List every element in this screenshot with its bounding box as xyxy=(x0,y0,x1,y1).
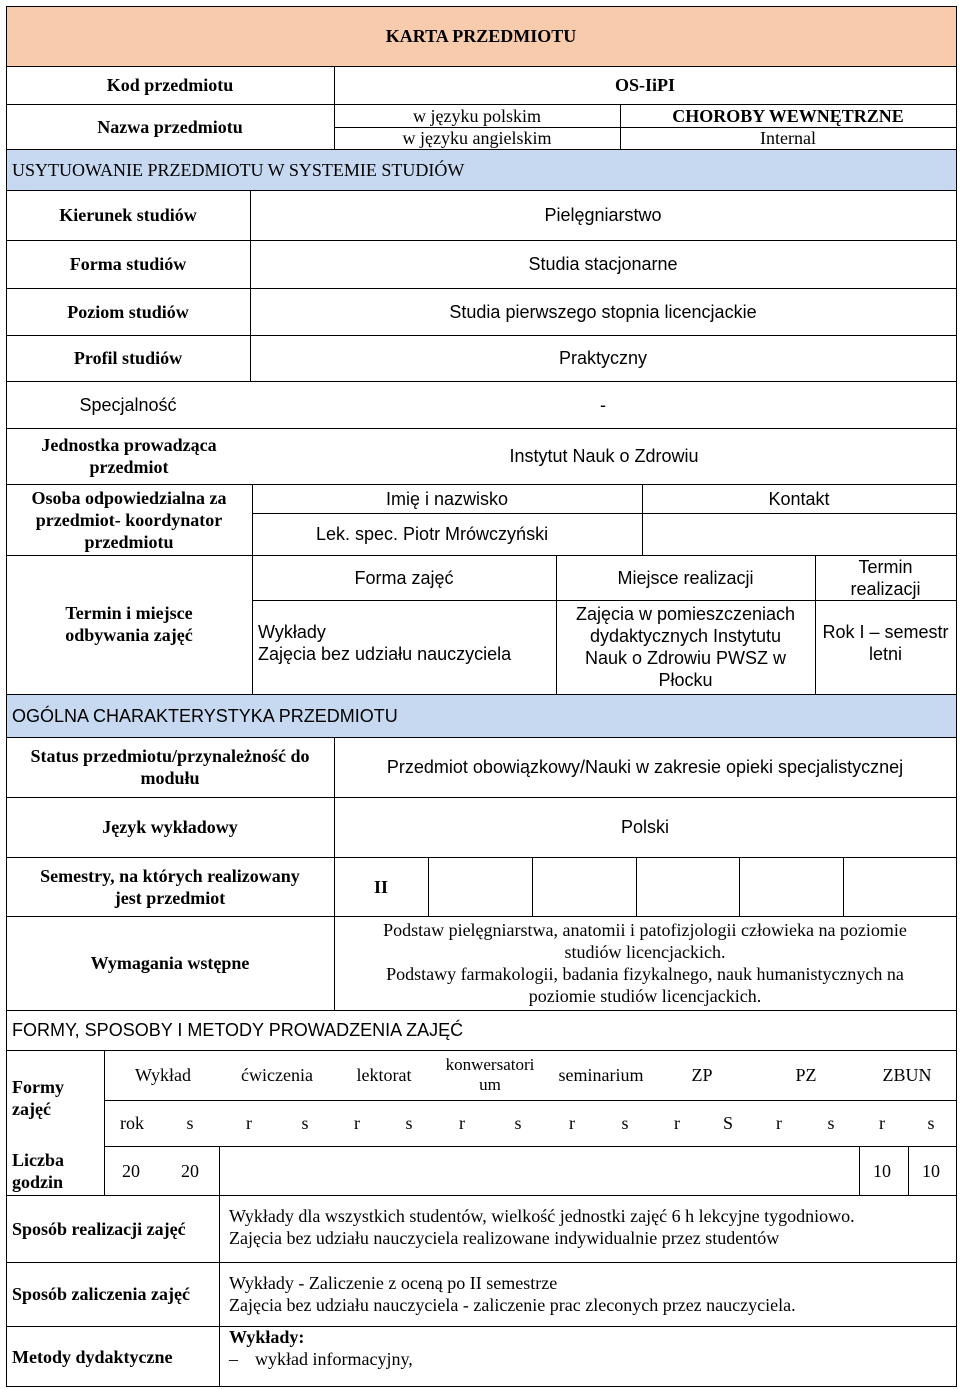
sr-cell: r xyxy=(879,1113,885,1133)
formy-label-line1: Formy xyxy=(12,1077,64,1097)
semestry-label xyxy=(6,857,334,916)
semestry-value: II xyxy=(373,876,388,897)
jednostka-label xyxy=(6,428,252,484)
specjalnosc-label: Specjalność xyxy=(79,394,177,415)
status-label-line1: Status przedmiotu/przynależność do xyxy=(30,746,310,766)
wymagania-line3: Podstawy farmakologii, badania fizykalnego, nauk humanistycznych na xyxy=(386,964,904,984)
section-formy: FORMY, SPOSOBY I METODY PROWADZENIA ZAJĘĆ xyxy=(12,1020,464,1040)
type-pz: PZ xyxy=(795,1065,817,1085)
kierunek-value: Pielęgniarstwo xyxy=(544,205,662,225)
coordinator-name: Lek. spec. Piotr Mrówczyński xyxy=(316,524,549,544)
metody-item xyxy=(229,1348,413,1370)
miejsce-line2: dydaktycznych Instytutu xyxy=(589,626,782,646)
liczba-label-line1: Liczba xyxy=(12,1149,64,1170)
metody-label: Metody dydaktyczne xyxy=(12,1347,173,1367)
jednostka-value: Instytut Nauk o Zdrowiu xyxy=(509,446,699,466)
liczba-label xyxy=(12,1146,104,1195)
sposob-realizacji-line2: Zajęcia bez udziału nauczyciela realizowane indywidualnie przez studentów xyxy=(229,1227,780,1248)
forma-zajec-line1: Wykłady xyxy=(258,622,326,642)
miejsce-line4: Płocku xyxy=(658,670,713,690)
wymagania-label: Wymagania wstępne xyxy=(90,953,250,973)
osoba-label xyxy=(6,484,252,555)
sr-cell: s xyxy=(301,1113,309,1133)
hours-cell: 10 xyxy=(922,1160,940,1181)
section-usytuowanie: USYTUOWANIE PRZEDMIOTU W SYSTEMIE STUDIÓW xyxy=(12,159,465,180)
konw-line1: konwersatori xyxy=(445,1055,535,1074)
liczba-label-line2: godzin xyxy=(12,1171,64,1192)
sposob-realizacji-value xyxy=(229,1195,954,1262)
nazwa-en-value: Internal xyxy=(760,128,816,148)
status-label xyxy=(6,737,334,797)
forma-studiow-value: Studia stacjonarne xyxy=(528,254,678,274)
jednostka-label-line2: przedmiot xyxy=(89,457,169,477)
osoba-label-line2: przedmiot- koordynator xyxy=(35,509,223,530)
semestry-label-line2: jest przedmiot xyxy=(114,887,226,908)
nazwa-label: Nazwa przedmiotu xyxy=(97,116,243,137)
sposob-zaliczenia-line1: Wykłady - Zaliczenie z oceną po II semestrze xyxy=(229,1273,558,1293)
termin-header xyxy=(815,555,956,600)
sr-cell: s xyxy=(514,1113,522,1133)
sr-cell: r xyxy=(459,1113,465,1133)
type-lektorat: lektorat xyxy=(356,1065,412,1085)
sposob-zaliczenia-value xyxy=(229,1262,954,1326)
osoba-label-line1: Osoba odpowiedzialna za xyxy=(31,487,227,508)
formy-label xyxy=(12,1050,104,1146)
sposob-zaliczenia-label: Sposób zaliczenia zajęć xyxy=(12,1284,190,1304)
sr-cell: S xyxy=(722,1113,733,1133)
section-ogolna: OGÓLNA CHARAKTERYSTYKA PRZEDMIOTU xyxy=(12,705,398,726)
sr-cell: r xyxy=(569,1113,575,1133)
imie-header: Imię i nazwisko xyxy=(385,488,509,509)
termin-value-line2: letni xyxy=(868,644,903,664)
forma-studiow-label: Forma studiów xyxy=(69,254,187,274)
kod-value: OS-IiPI xyxy=(614,75,675,95)
poziom-label: Poziom studiów xyxy=(67,301,189,322)
termin-value-line1: Rok I – semestr xyxy=(822,622,949,642)
sr-cell: r xyxy=(246,1113,252,1133)
type-wyklad: Wykład xyxy=(135,1065,191,1085)
wymagania-line1: Podstaw pielęgniarstwa, anatomii i patofizjologii człowieka na poziomie xyxy=(383,920,907,940)
termin-header-line1: Termin xyxy=(858,556,913,577)
status-label-line2: modułu xyxy=(140,768,200,788)
metody-item-text: wykład informacyjny, xyxy=(255,1349,413,1369)
termin-label-line1: Termin i miejsce xyxy=(65,603,193,623)
metody-heading: Wykłady: xyxy=(229,1327,305,1347)
termin-header-line2: realizacji xyxy=(850,578,921,599)
jezyk-value: Polski xyxy=(620,817,669,837)
semestry-label-line1: Semestry, na których realizowany xyxy=(40,865,300,886)
miejsce-line3: Nauk o Zdrowiu PWSZ w xyxy=(584,648,787,668)
sposob-realizacji-label: Sposób realizacji zajęć xyxy=(12,1218,186,1239)
wymagania-line4: poziomie studiów licencjackich. xyxy=(528,986,762,1006)
wymagania-line2: studiów licencjackich. xyxy=(564,942,726,962)
termin-value xyxy=(815,600,956,694)
kod-label: Kod przedmiotu xyxy=(106,75,234,95)
forma-zajec-line2: Zajęcia bez udziału nauczyciela xyxy=(258,644,512,664)
miejsce-header: Miejsce realizacji xyxy=(617,567,754,588)
type-konwersatorium xyxy=(430,1050,550,1100)
type-zp: ZP xyxy=(691,1065,713,1085)
jezyk-label: Język wykładowy xyxy=(102,817,238,837)
forma-zajec-value xyxy=(258,600,556,694)
hours-cell: 20 xyxy=(122,1160,140,1181)
sr-cell: r xyxy=(776,1113,782,1133)
sr-cell: s xyxy=(405,1113,413,1133)
metody-value xyxy=(229,1326,954,1386)
sr-cell: s xyxy=(621,1113,629,1133)
termin-label xyxy=(6,555,252,694)
osoba-label-line3: przedmiotu xyxy=(84,531,174,552)
profil-label: Profil studiów xyxy=(73,348,183,368)
formy-label-line2: zajęć xyxy=(12,1099,51,1119)
specjalnosc-value: - xyxy=(600,394,606,415)
nazwa-pl-value: CHOROBY WEWNĘTRZNE xyxy=(672,105,904,126)
kontakt-header: Kontakt xyxy=(768,488,830,509)
konw-line2: um xyxy=(479,1075,501,1094)
status-value: Przedmiot obowiązkowy/Nauki w zakresie opieki specjalistycznej xyxy=(386,757,904,777)
poziom-value: Studia pierwszego stopnia licencjackie xyxy=(449,301,757,322)
coordinator-contact xyxy=(642,513,956,555)
sr-cell: s xyxy=(827,1113,835,1133)
metody-list xyxy=(229,1348,413,1370)
sposob-zaliczenia-line2: Zajęcia bez udziału nauczyciela - zaliczenie prac zleconych przez nauczyciela. xyxy=(229,1295,796,1315)
wymagania-value xyxy=(334,916,956,1010)
miejsce-line1: Zajęcia w pomieszczeniach xyxy=(575,604,796,624)
type-cwiczenia: ćwiczenia xyxy=(241,1065,313,1085)
sr-cell: s xyxy=(927,1113,935,1133)
miejsce-value xyxy=(556,600,815,694)
sr-cell: s xyxy=(186,1113,194,1133)
page-title: KARTA PRZEDMIOTU xyxy=(385,26,577,46)
sr-cell: r xyxy=(354,1113,360,1133)
nazwa-pl-label: w języku polskim xyxy=(413,105,541,126)
termin-label-line2: odbywania zajęć xyxy=(65,625,193,645)
profil-value: Praktyczny xyxy=(558,348,648,368)
type-seminarium: seminarium xyxy=(558,1065,644,1085)
forma-zajec-header: Forma zajęć xyxy=(354,567,454,588)
hours-cell: 20 xyxy=(181,1160,199,1181)
hours-cell: 10 xyxy=(873,1160,891,1181)
sposob-realizacji-line1: Wykłady dla wszystkich studentów, wielkość jednostki zajęć 6 h lekcyjne tygodniowo. xyxy=(229,1205,855,1226)
jednostka-label-line1: Jednostka prowadząca xyxy=(41,435,217,455)
rok-label: rok xyxy=(120,1113,144,1133)
sr-cell: r xyxy=(674,1113,680,1133)
type-zbun: ZBUN xyxy=(882,1065,932,1085)
nazwa-en-label: w języku angielskim xyxy=(402,128,552,148)
kierunek-label: Kierunek studiów xyxy=(59,205,197,225)
